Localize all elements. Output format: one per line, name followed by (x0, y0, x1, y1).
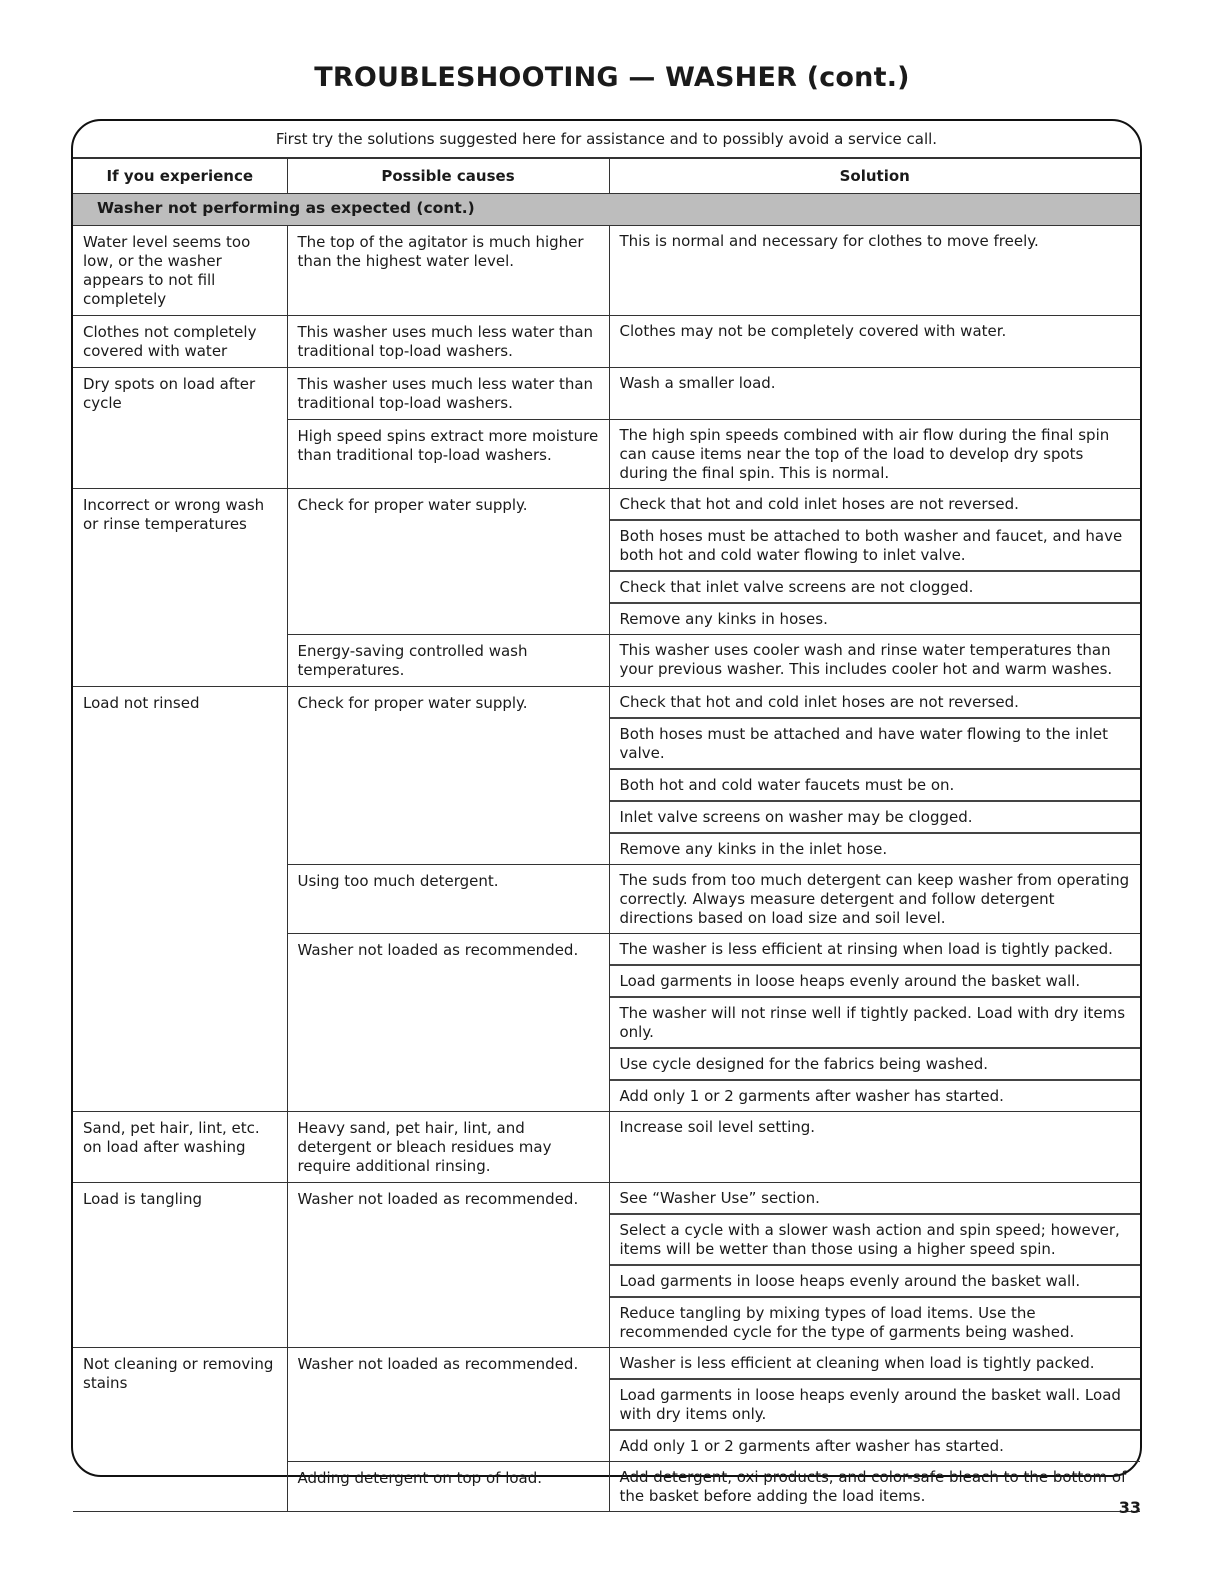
solution-cell (609, 368, 1140, 420)
cause-cell: Energy-saving controlled wash temperatures. (287, 635, 609, 687)
cause-cell: Washer not loaded as recommended. (287, 1348, 609, 1462)
solution-item: This is normal and necessary for clothes to move freely. (619, 232, 1039, 250)
experience-cell: Not cleaning or removing stains (73, 1348, 287, 1512)
solution-cell (609, 1462, 1140, 1512)
solution-item: The washer is less efficient at rinsing when load is tightly packed. (610, 934, 1141, 966)
table-row (73, 1112, 1140, 1183)
solution-cell (609, 489, 1140, 635)
solution-item: The suds from too much detergent can keep washer from operating correctly. Always measure detergent and follow detergent directions based on load size and soil level. (619, 871, 1130, 927)
cause-cell: Washer not loaded as recommended. (287, 934, 609, 1112)
cause-cell: This washer uses much less water than traditional top-load washers. (287, 316, 609, 368)
solution-item: Both hoses must be attached to both washer and faucet, and have both hot and cold water flowing to inlet valve. (610, 521, 1141, 572)
experience-cell: Dry spots on load after cycle (73, 368, 287, 489)
section-title: Washer not performing as expected (cont.) (73, 194, 1140, 226)
solution-item: Add only 1 or 2 garments after washer has started. (619, 1437, 1004, 1455)
table-row (73, 368, 1140, 420)
solution-item: Check that hot and cold inlet hoses are not reversed. (610, 687, 1141, 719)
troubleshooting-frame (71, 119, 1142, 1505)
experience-cell: Sand, pet hair, lint, etc. on load after washing (73, 1112, 287, 1183)
cause-cell: Check for proper water supply. (287, 489, 609, 635)
experience-cell: Load not rinsed (73, 687, 287, 1112)
cause-cell: Using too much detergent. (287, 865, 609, 934)
solution-item: Clothes may not be completely covered with water. (619, 322, 1007, 340)
solution-cell (609, 420, 1140, 489)
experience-cell: Water level seems too low, or the washer appears to not fill completely (73, 226, 287, 316)
solution-item: Washer is less efficient at cleaning when load is tightly packed. (610, 1348, 1141, 1380)
troubleshooting-table (73, 158, 1140, 1512)
solution-item: Check that hot and cold inlet hoses are not reversed. (610, 489, 1141, 521)
table-row (73, 226, 1140, 316)
table-body (73, 194, 1140, 1512)
solution-item: Add only 1 or 2 garments after washer has started. (619, 1087, 1004, 1105)
solution-cell (609, 226, 1140, 316)
cause-cell: The top of the agitator is much higher than the highest water level. (287, 226, 609, 316)
header-row (73, 159, 1140, 194)
table-row (73, 1348, 1140, 1462)
solution-cell (609, 316, 1140, 368)
solution-item: Both hot and cold water faucets must be on. (610, 770, 1141, 802)
solution-cell (609, 1348, 1140, 1462)
cause-cell: This washer uses much less water than traditional top-load washers. (287, 368, 609, 420)
cause-cell: Heavy sand, pet hair, lint, and detergent or bleach residues may require additional rinsing. (287, 1112, 609, 1183)
solution-item: Load garments in loose heaps evenly around the basket wall. (610, 1266, 1141, 1298)
solution-item: Reduce tangling by mixing types of load items. Use the recommended cycle for the type of garments being washed. (619, 1304, 1075, 1341)
solution-cell (609, 934, 1140, 1112)
header-solution: Solution (609, 159, 1140, 194)
cause-cell: High speed spins extract more moisture than traditional top-load washers. (287, 420, 609, 489)
intro-text: First try the solutions suggested here for assistance and to possibly avoid a service call. (73, 121, 1140, 158)
solution-item: Select a cycle with a slower wash action and spin speed; however, items will be wetter than those using a higher speed spin. (610, 1215, 1141, 1266)
page-number: 33 (1118, 1498, 1141, 1517)
table-row (73, 489, 1140, 635)
section-row (73, 194, 1140, 226)
solution-item: The high spin speeds combined with air flow during the final spin can cause items near the top of the load to develop dry spots during the final spin. This is normal. (619, 426, 1110, 482)
solution-item: Increase soil level setting. (619, 1118, 816, 1136)
solution-item: Add detergent, oxi products, and color-safe bleach to the bottom of the basket before adding the load items. (619, 1468, 1127, 1505)
cause-cell: Check for proper water supply. (287, 687, 609, 865)
solution-cell (609, 865, 1140, 934)
solution-item: Use cycle designed for the fabrics being washed. (610, 1049, 1141, 1081)
page-title: TROUBLESHOOTING — WASHER (cont.) (314, 62, 910, 93)
solution-item: Remove any kinks in the inlet hose. (619, 840, 888, 858)
solution-cell (609, 1112, 1140, 1183)
solution-cell (609, 1183, 1140, 1348)
table-row (73, 316, 1140, 368)
table-row (73, 1183, 1140, 1348)
cause-cell: Washer not loaded as recommended. (287, 1183, 609, 1348)
cause-cell: Adding detergent on top of load. (287, 1462, 609, 1512)
experience-cell: Clothes not completely covered with water (73, 316, 287, 368)
solution-item: See “Washer Use” section. (610, 1183, 1141, 1215)
solution-item: Check that inlet valve screens are not clogged. (610, 572, 1141, 604)
solution-item: Load garments in loose heaps evenly around the basket wall. (610, 966, 1141, 998)
solution-item: This washer uses cooler wash and rinse water temperatures than your previous washer. This includes cooler hot and warm washes. (619, 641, 1113, 678)
table-row (73, 687, 1140, 865)
solution-item: Inlet valve screens on washer may be clogged. (610, 802, 1141, 834)
header-causes: Possible causes (287, 159, 609, 194)
solution-item: Both hoses must be attached and have water flowing to the inlet valve. (610, 719, 1141, 770)
solution-item: Load garments in loose heaps evenly around the basket wall. Load with dry items only. (610, 1380, 1141, 1431)
solution-cell (609, 635, 1140, 687)
experience-cell: Incorrect or wrong wash or rinse temperatures (73, 489, 287, 687)
header-experience: If you experience (73, 159, 287, 194)
solution-cell (609, 687, 1140, 865)
experience-cell: Load is tangling (73, 1183, 287, 1348)
solution-item: Wash a smaller load. (619, 374, 776, 392)
solution-item: The washer will not rinse well if tightly packed. Load with dry items only. (610, 998, 1141, 1049)
solution-item: Remove any kinks in hoses. (619, 610, 828, 628)
